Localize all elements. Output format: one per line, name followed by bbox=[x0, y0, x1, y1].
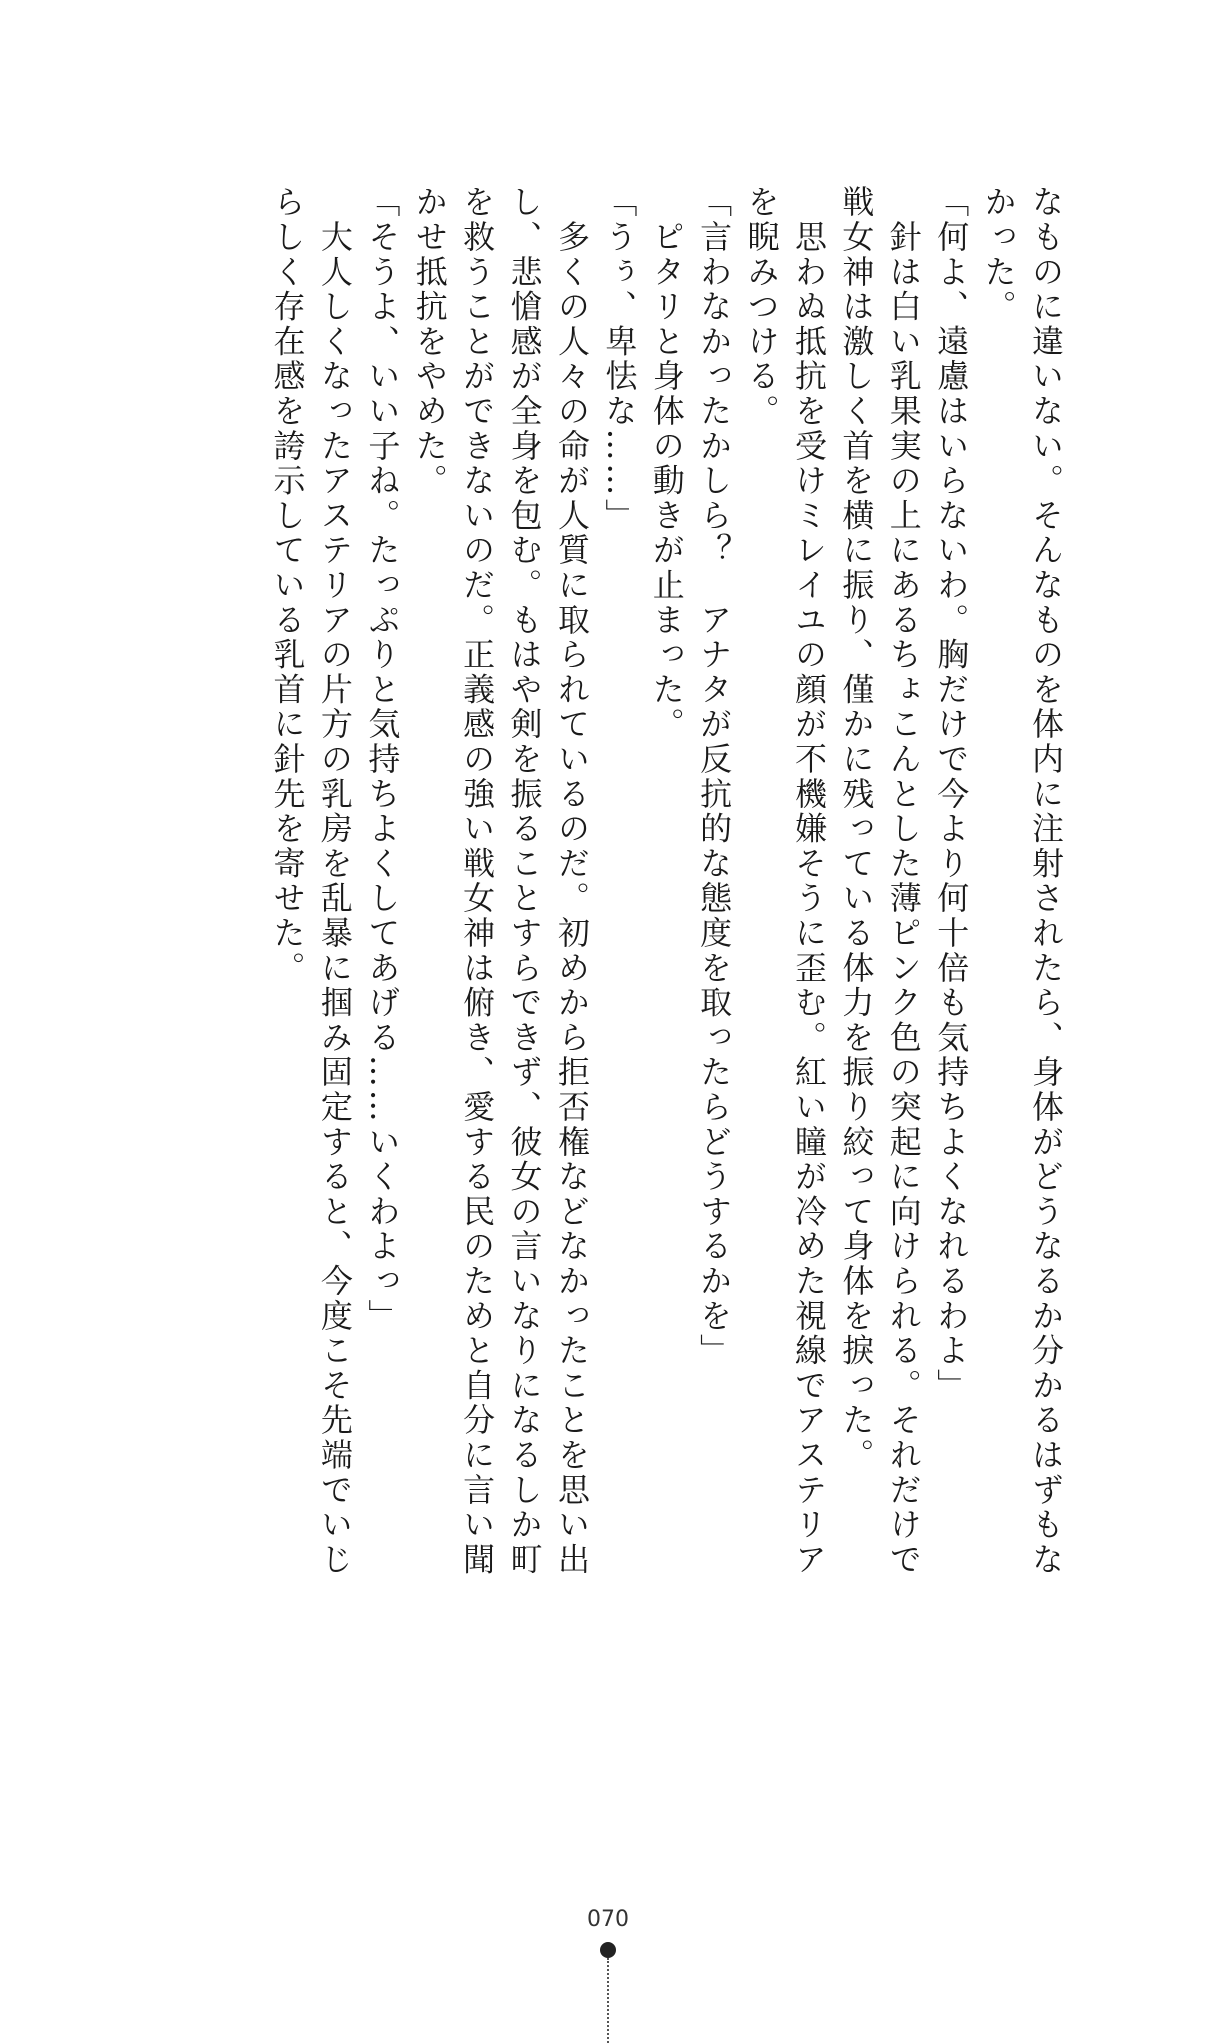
folio-dotted-line bbox=[607, 1958, 609, 2043]
text-line: 大人しくなったアステリアの片方の乳房を乱暴に掴み固定すると、今度こそ先端でいじ bbox=[315, 185, 354, 1577]
text-line: かった。 bbox=[979, 185, 1018, 325]
text-line: を救うことができないのだ。正義感の強い戦女神は俯き、愛する民のためと自分に言い聞 bbox=[458, 185, 497, 1577]
text-line: 「何よ、遠慮はいらないわ。胸だけで今より何十倍も気持ちよくなれるわよ」 bbox=[932, 185, 971, 1403]
text-line: を睨みつける。 bbox=[742, 185, 781, 429]
text-line: 針は白い乳果実の上にあるちょこんとした薄ピンク色の突起に向けられる。それだけで bbox=[884, 185, 923, 1577]
text-line: かせ抵抗をやめた。 bbox=[410, 185, 449, 499]
folio-dot-ornament bbox=[600, 1942, 616, 1958]
text-line: ピタリと身体の動きが止まった。 bbox=[647, 185, 686, 742]
text-line: 思わぬ抵抗を受けミレイユの顔が不機嫌そうに歪む。紅い瞳が冷めた視線でアステリア bbox=[789, 185, 828, 1577]
text-line: 戦女神は激しく首を横に振り、僅かに残っている体力を振り絞って身体を捩った。 bbox=[837, 185, 876, 1473]
text-line: 多くの人々の命が人質に取られているのだ。初めから拒否権などなかったことを思い出 bbox=[552, 185, 591, 1577]
text-line: し、悲愴感が全身を包む。もはや剣を振ることすらできず、彼女の言いなりになるしか町 bbox=[505, 185, 544, 1577]
text-line: 「そうよ、いい子ね。たっぷりと気持ちよくしてあげる……いくわよっ」 bbox=[363, 185, 402, 1334]
vertical-body-text bbox=[263, 185, 1069, 1885]
text-line: なものに違いない。そんなものを体内に注射されたら、身体がどうなるか分かるはずもな bbox=[1027, 185, 1065, 1577]
page-number: 070 bbox=[587, 1907, 629, 1932]
text-line: 「言わなかったかしら？ アナタが反抗的な態度を取ったらどうするかを」 bbox=[695, 185, 734, 1369]
text-line: らしく存在感を誇示している乳首に針先を寄せた。 bbox=[268, 185, 307, 986]
text-line: 「うぅ、卑怯な……」 bbox=[600, 185, 639, 533]
